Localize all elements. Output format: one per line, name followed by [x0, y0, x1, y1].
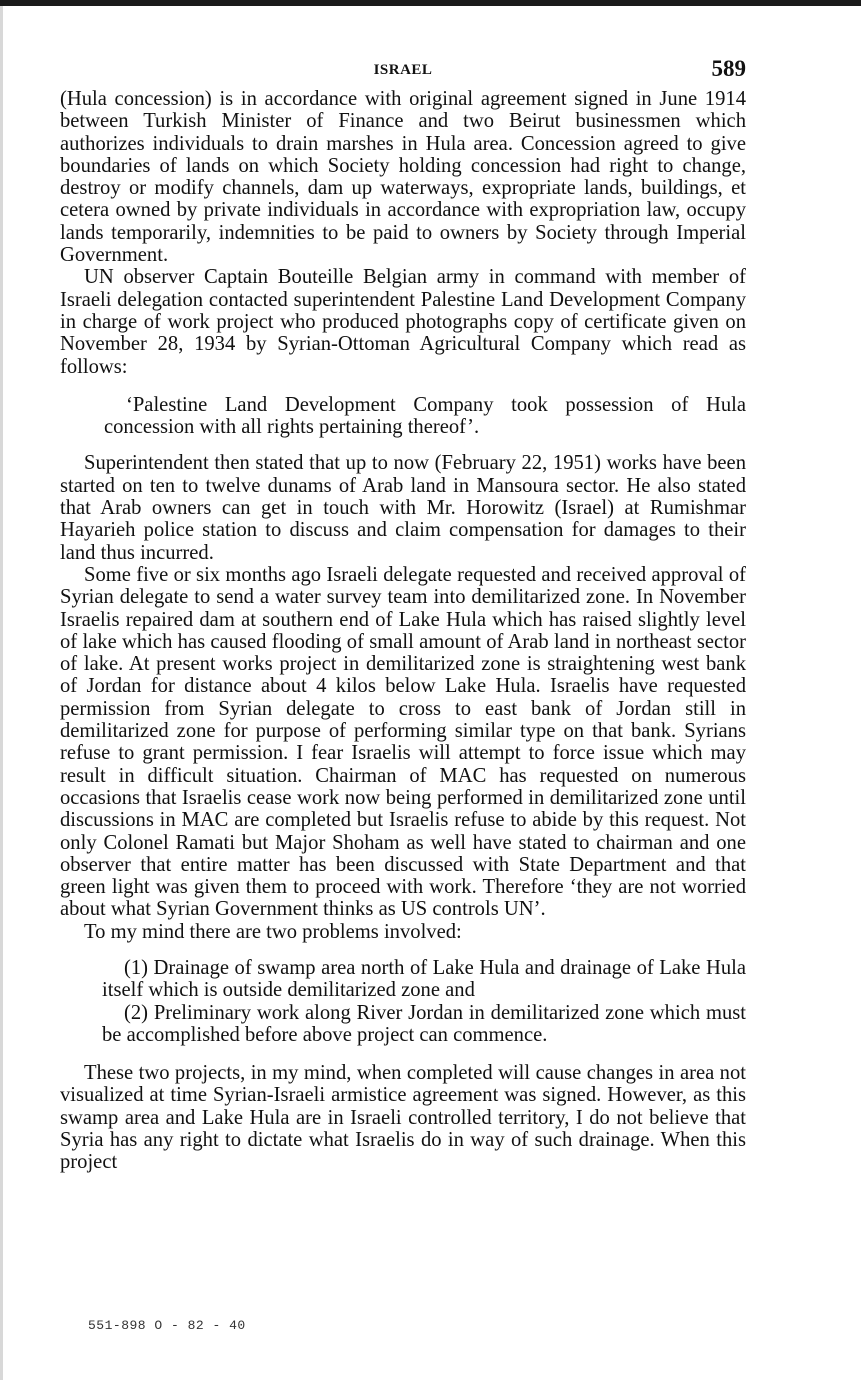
- paragraph-un-observer: UN observer Captain Bouteille Belgian army in command with member of Israeli delegation contacted superintendent Palestine Land Development Company in charge of work project who produced photographs copy of certificate given on November 28, 1934 by Syrian-Ottoman Agricultural Company which read as follows:: [60, 266, 746, 378]
- running-title: ISRAEL: [373, 62, 433, 78]
- page-number: 589: [711, 56, 746, 81]
- footer-print-code: 551-898 O - 82 - 40: [88, 1318, 246, 1333]
- paragraph-hula-concession: (Hula concession) is in accordance with original agreement signed in June 1914 between Turkish Minister of Finance and two Beirut businessmen which authorizes individuals to drain marshes in Hula area. Concession agreed to give boundaries of lands on which Society holding concession had right to change, destroy or modify channels, dam up waterways, expropriate lands, buildings, et cetera owned by private individuals in accordance with expropriation law, occupy lands temporarily, indemnities to be paid to owners by Society through Imperial Government.: [60, 88, 746, 267]
- document-page: [60, 54, 746, 1174]
- page-edge-shadow: [0, 6, 3, 1380]
- paragraph-water-survey: Some five or six months ago Israeli delegate requested and received approval of Syrian delegate to send a water survey team into demilitarized zone. In November Israelis repaired dam at southern end of Lake Hula which has raised slightly level of lake which has caused flooding of small amount of Arab land in northeast sector of lake. At present works project in demilitarized zone is straightening west bank of Jordan for distance about 4 kilos below Lake Hula. Israelis have requested permission from Syrian delegate to cross to east bank of Jordan still in demilitarized zone for purpose of performing similar type on that bank. Syrians refuse to grant permission. I fear Israelis will attempt to force issue which may result in difficult situation. Chairman of MAC has requested on numerous occasions that Israelis cease work now being performed in demilitarized zone until discussions in MAC are completed but Israelis refuse to abide by this request. Not only Colonel Ramati but Major Shoham as well have stated to chairman and one observer that entire matter has been discussed with State Department and that green light was given them to proceed with work. Therefore ‘they are not worried about what Syrian Government thinks as US controls UN’.: [60, 563, 746, 921]
- quoted-certificate: ‘Palestine Land Development Company took possession of Hula concession with all rights pertaining thereof’.: [104, 393, 746, 439]
- running-head: [60, 54, 746, 88]
- problem-list: [102, 957, 746, 1046]
- top-rule: [0, 0, 861, 6]
- list-item: (2) Preliminary work along River Jordan in demilitarized zone which must be accomplished before above project can commence.: [102, 1001, 746, 1046]
- list-item: (1) Drainage of swamp area north of Lake Hula and drainage of Lake Hula itself which is outside demilitarized zone and: [102, 956, 746, 1002]
- paragraph-superintendent: Superintendent then stated that up to now (February 22, 1951) works have been started on ten to twelve dunams of Arab land in Mansoura sector. He also stated that Arab owners can get in touch with Mr. Horowitz (Israel) at Rumishmar Hayarieh police station to discuss and claim compensation for damages to their land thus incurred.: [60, 452, 746, 564]
- paragraph-two-problems: To my mind there are two problems involved:: [84, 920, 462, 943]
- paragraph-two-projects: These two projects, in my mind, when completed will cause changes in area not visualized at time Syrian-Israeli armistice agreement was signed. However, as this swamp area and Lake Hula are in Israeli controlled territory, I do not believe that Syria has any right to dictate what Israelis do in way of such drainage. When this project: [60, 1062, 746, 1174]
